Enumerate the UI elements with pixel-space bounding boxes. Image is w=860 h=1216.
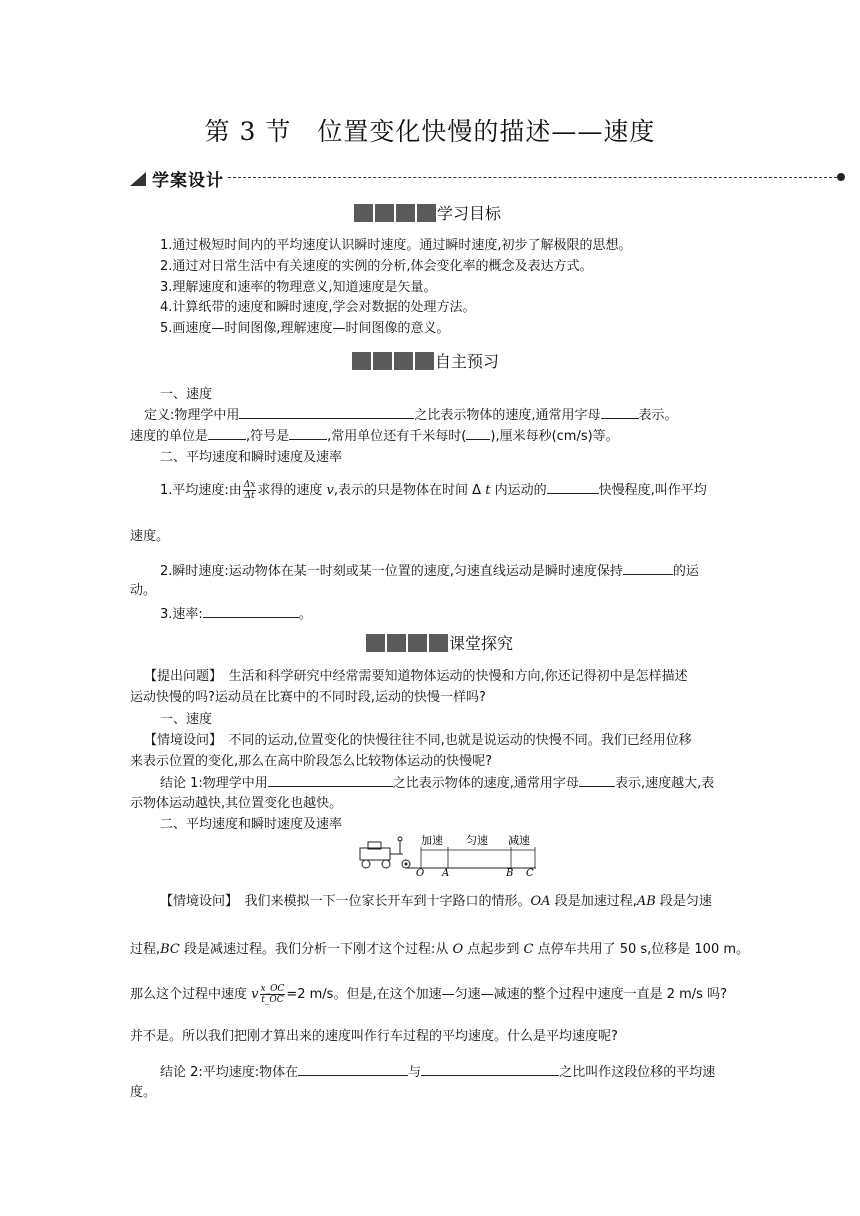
subheading: 一、速度: [160, 712, 213, 727]
text: =2 m/s。但是,在这个加速—匀速—减速的整个过程中速度一直是 2 m/s 吗?: [286, 987, 727, 1002]
text: 。: [298, 607, 312, 622]
inst-speed-line: [160, 562, 699, 581]
objective-item: 1.通过极短时间内的平均速度认识瞬时速度。通过瞬时速度,初步了解极限的思想。: [160, 238, 632, 253]
point-O: O: [416, 868, 425, 876]
page-title: 第 3 节 位置变化快慢的描述——速度: [204, 117, 656, 146]
fill-blank[interactable]: [203, 605, 299, 618]
text-line: 示物体运动越快,其位置变化也越快。: [130, 796, 343, 811]
unit-line: [130, 427, 619, 446]
triangle-icon: [130, 172, 146, 186]
text-line: 并不是。所以我们把刚才算出来的速度叫作行车过程的平均速度。什么是平均速度呢?: [130, 1029, 618, 1044]
fill-blank[interactable]: [547, 481, 599, 494]
text: 那么这个过程中速度: [130, 987, 252, 1002]
subheading: 二、平均速度和瞬时速度及速率: [160, 817, 343, 832]
rate-line: [160, 605, 312, 624]
fill-blank[interactable]: [298, 1063, 408, 1076]
text: 结论 1:物理学中用: [160, 776, 268, 791]
text: 之比表示物体的速度,通常用字母: [414, 408, 601, 423]
scenario-line: [130, 984, 727, 1005]
numerator: x_OC: [260, 984, 285, 994]
subheading: 一、速度: [160, 387, 213, 402]
text: 【情境设问】 我们来模拟一下一位家长开车到十字路口的情形。: [160, 894, 531, 909]
text-line: 动。: [130, 583, 157, 598]
text: 速度的单位是: [130, 429, 209, 444]
section-heading-objectives: [354, 201, 501, 224]
fill-blank[interactable]: [601, 406, 639, 419]
text-line: 来表示位置的变化,那么在高中阶段怎么比较物体运动的快慢呢?: [130, 754, 493, 769]
definition-line: [144, 406, 678, 425]
text: 表示。: [638, 408, 678, 423]
heading-boxes-icon: [366, 634, 448, 652]
var: OA: [530, 894, 551, 909]
var: AB: [636, 894, 656, 909]
text-line: 【提出问题】 生活和科学研究中经常需要知道物体运动的快慢和方向,你还记得初中是怎样描述: [144, 669, 688, 684]
text: ,常用单位还有千米每时(: [327, 429, 467, 444]
var: O: [452, 942, 464, 957]
section-title: 学习目标: [437, 204, 502, 223]
var: BC: [160, 942, 180, 957]
text: ),厘米每秒(cm/s)等。: [490, 429, 619, 444]
label-decel: 减速: [508, 834, 530, 847]
dotted-rule: [228, 177, 837, 178]
text: 段是匀速: [655, 894, 712, 909]
text: ,表示的只是物体在时间 Δ: [333, 483, 482, 498]
var: v: [326, 483, 334, 498]
point-A: A: [442, 868, 450, 876]
fill-blank[interactable]: [466, 427, 490, 440]
fill-blank[interactable]: [623, 562, 673, 575]
objective-item: 2.通过对日常生活中有关速度的实例的分析,体会变化率的概念及表达方式。: [160, 259, 593, 274]
text: 点停车共用了 50 s,位移是 100 m。: [533, 942, 750, 957]
fill-blank[interactable]: [239, 406, 414, 419]
conclusion-2-line: [160, 1063, 715, 1082]
denominator: t_OC: [261, 995, 284, 1005]
text: 段是加速过程,: [550, 894, 637, 909]
label-uniform: 匀速: [466, 834, 488, 847]
text: 点起步到: [463, 942, 524, 957]
text: 表示,速度越大,表: [614, 776, 715, 791]
fill-blank[interactable]: [289, 427, 327, 440]
fraction: [243, 480, 257, 501]
section-heading-explore: [366, 631, 513, 654]
numerator: Δx: [243, 480, 256, 490]
conclusion-1-line: [160, 774, 714, 793]
text-line: 度。: [130, 1085, 157, 1100]
text: 的运: [672, 564, 699, 579]
section-title: 课堂探究: [449, 634, 514, 653]
text: 与: [408, 1065, 422, 1080]
car-icon: [360, 837, 410, 868]
objective-item: 3.理解速度和速率的物理意义,知道速度是矢量。: [160, 280, 437, 295]
text: 2.瞬时速度:运动物体在某一时刻或某一位置的速度,匀速直线运动是瞬时速度保持: [160, 564, 623, 579]
point-C: C: [526, 868, 534, 876]
text: 快慢程度,叫作平均: [598, 483, 707, 498]
section-title: 自主预习: [435, 352, 500, 371]
fill-blank[interactable]: [268, 774, 393, 787]
text: 定义:物理学中用: [144, 408, 240, 423]
fill-blank[interactable]: [421, 1063, 559, 1076]
text: ,符号是: [246, 429, 290, 444]
text: 求得的速度: [257, 483, 323, 498]
scenario-line: [160, 893, 712, 911]
text: 段是减速过程。我们分析一下刚才这个过程:从: [179, 942, 453, 957]
text: 3.速率:: [160, 607, 203, 622]
text: 之比表示物体的速度,通常用字母: [392, 776, 579, 791]
fraction: [260, 984, 286, 1005]
text: 1.平均速度:由: [160, 483, 242, 498]
heading-boxes-icon: [352, 352, 434, 370]
avg-speed-line: [160, 480, 707, 501]
scenario-line: [130, 941, 749, 959]
objective-item: 4.计算纸带的速度和瞬时速度,学会对数据的处理方法。: [160, 300, 476, 315]
end-dot-icon: [837, 173, 845, 181]
var: C: [523, 942, 534, 957]
fill-blank[interactable]: [208, 427, 246, 440]
text: 之比叫作这段位移的平均速: [559, 1065, 716, 1080]
text-line: 速度。: [130, 529, 170, 544]
text-line: 【情境设问】 不同的运动,位置变化的快慢往往不同,也就是说运动的快慢不同。我们已经用位移: [144, 733, 692, 748]
banner-label: 学案设计: [152, 171, 224, 191]
section-banner: [130, 166, 845, 190]
text: 结论 2:平均速度:物体在: [160, 1065, 299, 1080]
text-line: 运动快慢的吗?运动员在比赛中的不同时段,运动的快慢一样吗?: [130, 690, 486, 705]
point-B: B: [506, 868, 514, 876]
text: 内运动的: [490, 483, 547, 498]
var: v: [251, 987, 259, 1002]
section-heading-preview: [352, 349, 499, 372]
motion-diagram: [348, 834, 543, 876]
denominator: Δt: [244, 491, 255, 501]
heading-boxes-icon: [354, 204, 436, 222]
fill-blank[interactable]: [579, 774, 615, 787]
label-accel: 加速: [421, 834, 443, 847]
text: 过程,: [130, 942, 161, 957]
objective-item: 5.画速度—时间图像,理解速度—时间图像的意义。: [160, 321, 450, 336]
subheading: 二、平均速度和瞬时速度及速率: [160, 450, 343, 465]
var: t: [485, 483, 491, 498]
